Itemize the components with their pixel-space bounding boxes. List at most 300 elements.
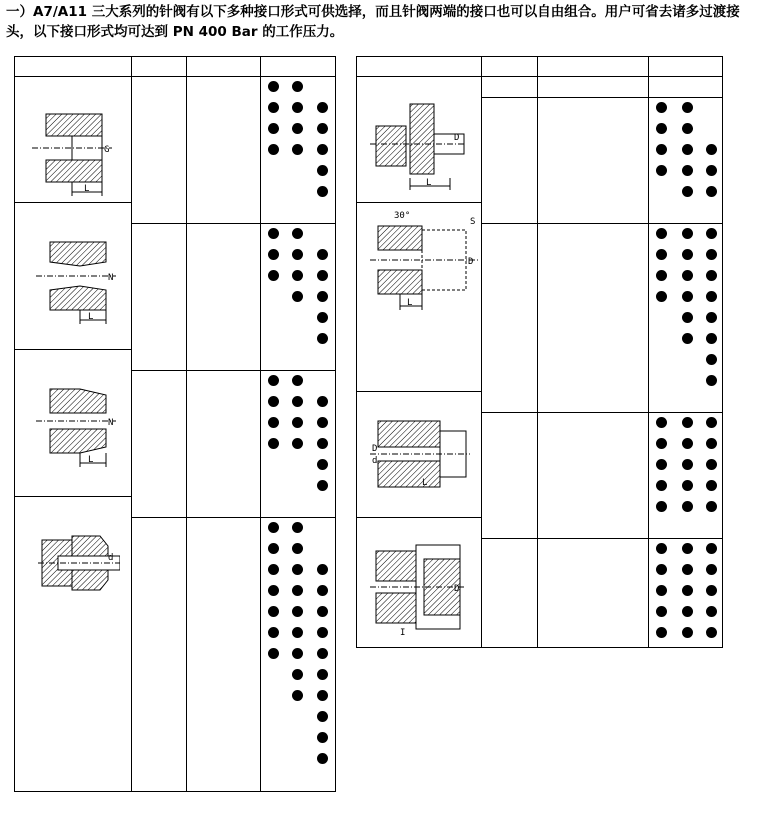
table-row-code: [131, 580, 186, 601]
availability-dot-a11: [317, 396, 328, 407]
table-row-code: [481, 601, 537, 622]
availability-dot-a7: [292, 417, 303, 428]
table-row-code: [131, 181, 186, 202]
table-cell-v2: [241, 181, 260, 202]
availability-dot-b12: [656, 480, 667, 491]
col-header-a11: [311, 202, 333, 223]
availability-dot-a7: [682, 564, 693, 575]
col-header-1: [186, 202, 241, 223]
availability-dot-b12: [268, 648, 279, 659]
table-cell-v2: [241, 475, 260, 496]
table-cell-v1: [537, 244, 577, 265]
availability-dot-a7: [682, 312, 693, 323]
table-row-code: [131, 307, 186, 328]
table-row-code: [131, 685, 186, 706]
table-cell-v1: [537, 286, 577, 307]
section-name: [14, 349, 131, 370]
availability-dot-a7: [292, 627, 303, 638]
table-row-code: [481, 412, 537, 433]
availability-dot-b12: [268, 522, 279, 533]
availability-dot-a11: [706, 333, 717, 344]
table-cell-v2: [577, 580, 619, 601]
table-cell-v1: [186, 685, 241, 706]
table-cell-v3: [619, 244, 648, 265]
col-header-1: [186, 349, 241, 370]
table-cell-v2: [577, 454, 619, 475]
availability-dot-b12: [268, 543, 279, 554]
table-cell-v1: [186, 76, 241, 97]
table-cell-v2: [577, 118, 619, 139]
availability-dot-b12: [268, 375, 279, 386]
availability-dot-a7: [292, 690, 303, 701]
col-header-2: [577, 76, 619, 97]
table-row-code: [131, 433, 186, 454]
table-row-code: [131, 454, 186, 475]
col-header-a7: [286, 496, 308, 517]
availability-dot-b12: [656, 606, 667, 617]
table-row-code: [131, 622, 186, 643]
table-cell-v1: [537, 265, 577, 286]
col-header-2: [241, 349, 260, 370]
weld-end-drawing: [370, 206, 480, 316]
table-cell-v1: [537, 622, 577, 643]
table-cell-v1: [537, 580, 577, 601]
col-header-b12: [650, 76, 672, 97]
availability-dot-a11: [317, 102, 328, 113]
availability-dot-a11: [706, 543, 717, 554]
table-cell-v1: [186, 643, 241, 664]
table-cell-v2: [577, 370, 619, 391]
availability-dot-a11: [317, 249, 328, 260]
availability-dot-a7: [682, 144, 693, 155]
table-row-code: [131, 370, 186, 391]
col-header-2: [241, 202, 260, 223]
col-header-1: [537, 202, 577, 223]
availability-dot-a11: [317, 438, 328, 449]
col-header-1: [537, 391, 577, 412]
availability-dot-b12: [656, 249, 667, 260]
availability-dot-a11: [706, 480, 717, 491]
table-cell-v1: [186, 412, 241, 433]
table-cell-v3: [619, 475, 648, 496]
col-header-3: [619, 517, 648, 538]
table-row-code: [131, 391, 186, 412]
table-cell-v2: [241, 433, 260, 454]
table-row-code: [481, 265, 537, 286]
table-cell-v2: [577, 307, 619, 328]
table-cell-v2: [577, 223, 619, 244]
table-cell-v1: [537, 475, 577, 496]
table-row-code: [131, 727, 186, 748]
col-header-a11: [700, 517, 722, 538]
table-cell-v2: [577, 286, 619, 307]
table-cell-v1: [537, 454, 577, 475]
availability-dot-b12: [268, 606, 279, 617]
availability-dot-a11: [706, 165, 717, 176]
table-cell-v2: [577, 181, 619, 202]
svg-text:L: L: [407, 298, 413, 308]
availability-dot-a7: [682, 417, 693, 428]
table-cell-v2: [241, 412, 260, 433]
col-header-code: [481, 76, 537, 97]
header-size: [537, 56, 648, 76]
header-size: [186, 56, 260, 76]
availability-dot-a11: [317, 585, 328, 596]
table-row-code: [481, 538, 537, 559]
availability-dot-a11: [317, 732, 328, 743]
availability-dot-a7: [682, 270, 693, 281]
npt-internal-drawing: [36, 232, 116, 332]
table-row-code: [131, 517, 186, 538]
col-header-1: [537, 517, 577, 538]
availability-dot-a11: [317, 669, 328, 680]
header-form: [356, 56, 481, 76]
availability-dot-a11: [706, 606, 717, 617]
table-cell-v3: [619, 97, 648, 118]
availability-dot-a11: [317, 144, 328, 155]
table-row-code: [481, 475, 537, 496]
table-cell-v2: [577, 475, 619, 496]
table-cell-v2: [241, 391, 260, 412]
page-title: 一）A7/A11 三大系列的针阀有以下多种接口形式可供选择，而且针阀两端的接口也可以自由组合。用户可省去诸多过渡接头，以下接口形式均可达到 PN 400 Bar 的工作压力。: [6, 4, 740, 40]
availability-dot-b12: [656, 228, 667, 239]
availability-dot-a11: [317, 333, 328, 344]
table-row-code: [131, 244, 186, 265]
availability-dot-a7: [682, 228, 693, 239]
col-header-3: [619, 391, 648, 412]
external-gauge-drawing: [370, 415, 470, 493]
table-cell-v2: [241, 244, 260, 265]
col-header-2: [577, 517, 619, 538]
svg-text:N: N: [108, 273, 114, 283]
availability-dot-a11: [706, 186, 717, 197]
section-name: [356, 391, 481, 412]
table-cell-v2: [577, 601, 619, 622]
availability-dot-b12: [268, 627, 279, 638]
col-header-code: [131, 496, 186, 517]
availability-dot-a7: [682, 186, 693, 197]
table-row-code: [131, 118, 186, 139]
col-header-b12: [650, 391, 672, 412]
availability-dot-b12: [268, 417, 279, 428]
header-valves: [260, 56, 336, 76]
availability-dot-b12: [268, 438, 279, 449]
table-cell-v2: [577, 622, 619, 643]
col-header-b12: [262, 496, 284, 517]
availability-dot-a11: [706, 585, 717, 596]
availability-dot-a11: [317, 417, 328, 428]
table-row-code: [131, 223, 186, 244]
table-cell-v2: [577, 559, 619, 580]
table-row-code: [131, 328, 186, 349]
table-row-code: [481, 97, 537, 118]
table-row-code: [131, 538, 186, 559]
table-row-code: [481, 622, 537, 643]
table-row-code: [131, 559, 186, 580]
table-cell-v1: [186, 706, 241, 727]
table-cell-v1: [186, 265, 241, 286]
column-line: [260, 56, 261, 792]
availability-dot-b12: [656, 123, 667, 134]
table-cell-v1: [186, 370, 241, 391]
availability-dot-a7: [292, 648, 303, 659]
table-cell-v2: [577, 139, 619, 160]
table-cell-v1: [186, 664, 241, 685]
availability-dot-b12: [268, 249, 279, 260]
availability-dot-a7: [292, 270, 303, 281]
availability-dot-a7: [292, 564, 303, 575]
table-cell-v1: [537, 160, 577, 181]
table-row-code: [481, 370, 537, 391]
table-row-code: [481, 286, 537, 307]
table-cell-v1: [186, 559, 241, 580]
availability-dot-b12: [656, 459, 667, 470]
table-row-code: [481, 559, 537, 580]
availability-dot-a11: [706, 354, 717, 365]
table-row-code: [481, 307, 537, 328]
availability-dot-a7: [292, 228, 303, 239]
availability-dot-b12: [656, 543, 667, 554]
col-header-1: [537, 76, 577, 97]
availability-dot-a11: [706, 375, 717, 386]
col-header-a7: [286, 349, 308, 370]
table-cell-v3: [619, 622, 648, 643]
col-header-a7: [676, 202, 698, 223]
union-nut-gauge-drawing: [370, 537, 466, 637]
table-cell-v1: [537, 97, 577, 118]
table-cell-v3: [619, 181, 648, 202]
bspp-port-drawing: [32, 104, 112, 204]
availability-dot-b12: [656, 438, 667, 449]
table-cell-v3: [619, 265, 648, 286]
table-cell-v2: [577, 412, 619, 433]
col-header-b12: [650, 202, 672, 223]
table-cell-v1: [537, 328, 577, 349]
table-cell-v1: [537, 223, 577, 244]
removable-weld-drawing: [370, 90, 466, 196]
table-cell-v2: [241, 265, 260, 286]
table-cell-v3: [619, 580, 648, 601]
header-valves: [648, 56, 723, 76]
table-cell-v2: [577, 496, 619, 517]
availability-dot-b12: [268, 564, 279, 575]
availability-dot-a7: [292, 291, 303, 302]
table-cell-v2: [241, 370, 260, 391]
table-row-code: [131, 139, 186, 160]
availability-dot-a7: [292, 249, 303, 260]
availability-dot-a11: [317, 564, 328, 575]
table-row-code: [481, 160, 537, 181]
table-cell-v1: [186, 160, 241, 181]
table-cell-v1: [186, 118, 241, 139]
table-cell-v1: [537, 559, 577, 580]
table-row-code: [131, 412, 186, 433]
table-cell-v2: [241, 139, 260, 160]
svg-text:d: d: [108, 553, 114, 563]
availability-dot-a7: [682, 606, 693, 617]
svg-text:N: N: [108, 418, 114, 428]
availability-dot-a7: [292, 375, 303, 386]
table-row-code: [131, 664, 186, 685]
availability-dot-a11: [706, 501, 717, 512]
table-cell-v2: [241, 454, 260, 475]
availability-dot-a11: [706, 459, 717, 470]
svg-text:S: S: [470, 217, 476, 227]
table-row-code: [481, 223, 537, 244]
col-header-code: [131, 349, 186, 370]
table-cell-v1: [537, 433, 577, 454]
availability-dot-a7: [292, 396, 303, 407]
table-cell-v1: [537, 538, 577, 559]
table-cell-v2: [241, 307, 260, 328]
availability-dot-a11: [317, 291, 328, 302]
availability-dot-a11: [706, 417, 717, 428]
svg-text:L: L: [84, 184, 90, 194]
availability-dot-b12: [268, 585, 279, 596]
svg-text:L: L: [422, 478, 428, 488]
col-header-a11: [311, 496, 333, 517]
table-cell-v3: [619, 307, 648, 328]
availability-dot-b12: [268, 228, 279, 239]
svg-text:L: L: [88, 455, 94, 465]
note: [16, 708, 129, 750]
table-cell-v1: [186, 223, 241, 244]
availability-dot-b12: [656, 627, 667, 638]
col-header-a7: [676, 517, 698, 538]
availability-dot-a7: [292, 438, 303, 449]
availability-dot-b12: [268, 396, 279, 407]
availability-dot-a11: [317, 627, 328, 638]
table-cell-v1: [537, 370, 577, 391]
availability-dot-a11: [706, 144, 717, 155]
table-cell-v2: [241, 97, 260, 118]
availability-dot-b12: [268, 144, 279, 155]
table-cell-v1: [537, 412, 577, 433]
availability-dot-a7: [682, 543, 693, 554]
table-cell-v1: [186, 580, 241, 601]
table-row-code: [131, 748, 186, 769]
table-cell-v2: [577, 265, 619, 286]
col-header-a7: [676, 391, 698, 412]
table-row-code: [481, 454, 537, 475]
availability-dot-a11: [706, 270, 717, 281]
availability-dot-a11: [317, 123, 328, 134]
col-header-a7: [286, 202, 308, 223]
availability-dot-a11: [317, 459, 328, 470]
col-header-code: [481, 202, 537, 223]
availability-dot-a7: [682, 501, 693, 512]
table-cell-v1: [186, 286, 241, 307]
availability-dot-a11: [317, 270, 328, 281]
col-header-code: [481, 391, 537, 412]
availability-dot-b12: [656, 165, 667, 176]
table-cell-v1: [186, 538, 241, 559]
table-row-code: [481, 580, 537, 601]
table-cell-v3: [619, 139, 648, 160]
table-cell-v2: [241, 223, 260, 244]
table-cell-v3: [619, 349, 648, 370]
table-cell-v1: [186, 517, 241, 538]
svg-text:30°: 30°: [394, 211, 411, 221]
availability-dot-b12: [656, 270, 667, 281]
table-cell-v1: [537, 139, 577, 160]
svg-text:D: D: [372, 444, 378, 454]
availability-dot-a7: [682, 438, 693, 449]
table-cell-v3: [619, 559, 648, 580]
section-name: [14, 496, 131, 517]
table-cell-v3: [619, 412, 648, 433]
table-cell-v2: [241, 76, 260, 97]
availability-dot-a11: [317, 606, 328, 617]
availability-dot-a7: [682, 291, 693, 302]
availability-dot-a11: [706, 228, 717, 239]
table-cell-v3: [619, 454, 648, 475]
availability-dot-b12: [656, 291, 667, 302]
availability-dot-a7: [292, 102, 303, 113]
svg-text:D: D: [454, 133, 460, 143]
table-cell-v1: [186, 622, 241, 643]
table-cell-v2: [577, 160, 619, 181]
col-header-a11: [700, 76, 722, 97]
right-table: [356, 56, 723, 648]
table-row-code: [481, 181, 537, 202]
availability-dot-a7: [682, 102, 693, 113]
svg-text:d: d: [372, 456, 378, 466]
col-header-b12: [262, 202, 284, 223]
table-cell-v1: [537, 601, 577, 622]
table-row-code: [131, 643, 186, 664]
table-cell-v3: [619, 433, 648, 454]
table-cell-v2: [577, 97, 619, 118]
availability-dot-b12: [656, 417, 667, 428]
col-header-b12: [262, 349, 284, 370]
table-cell-v1: [186, 328, 241, 349]
table-cell-v1: [537, 181, 577, 202]
col-header-2: [577, 202, 619, 223]
table-row-code: [481, 328, 537, 349]
availability-dot-b12: [656, 144, 667, 155]
availability-dot-a7: [292, 123, 303, 134]
table-row-code: [131, 265, 186, 286]
availability-dot-b12: [268, 81, 279, 92]
availability-dot-a11: [317, 480, 328, 491]
double-ferrule-drawing: [38, 532, 120, 594]
table-cell-v1: [186, 454, 241, 475]
table-row-code: [131, 475, 186, 496]
availability-dot-a7: [682, 249, 693, 260]
table-row-code: [131, 706, 186, 727]
svg-text:D: D: [454, 584, 460, 594]
availability-dot-a7: [292, 522, 303, 533]
table-cell-v1: [186, 748, 241, 769]
availability-dot-a7: [292, 543, 303, 554]
table-row-code: [481, 139, 537, 160]
table-cell-v3: [619, 160, 648, 181]
availability-dot-a11: [706, 249, 717, 260]
table-cell-v1: [186, 433, 241, 454]
availability-dot-b12: [268, 123, 279, 134]
availability-dot-b12: [268, 270, 279, 281]
availability-dot-b12: [656, 585, 667, 596]
availability-dot-b12: [268, 102, 279, 113]
table-row-code: [131, 76, 186, 97]
availability-dot-b12: [656, 564, 667, 575]
table-cell-v2: [577, 244, 619, 265]
availability-dot-a11: [317, 165, 328, 176]
availability-dot-a11: [706, 438, 717, 449]
table-cell-v2: [577, 433, 619, 454]
availability-dot-a7: [292, 144, 303, 155]
